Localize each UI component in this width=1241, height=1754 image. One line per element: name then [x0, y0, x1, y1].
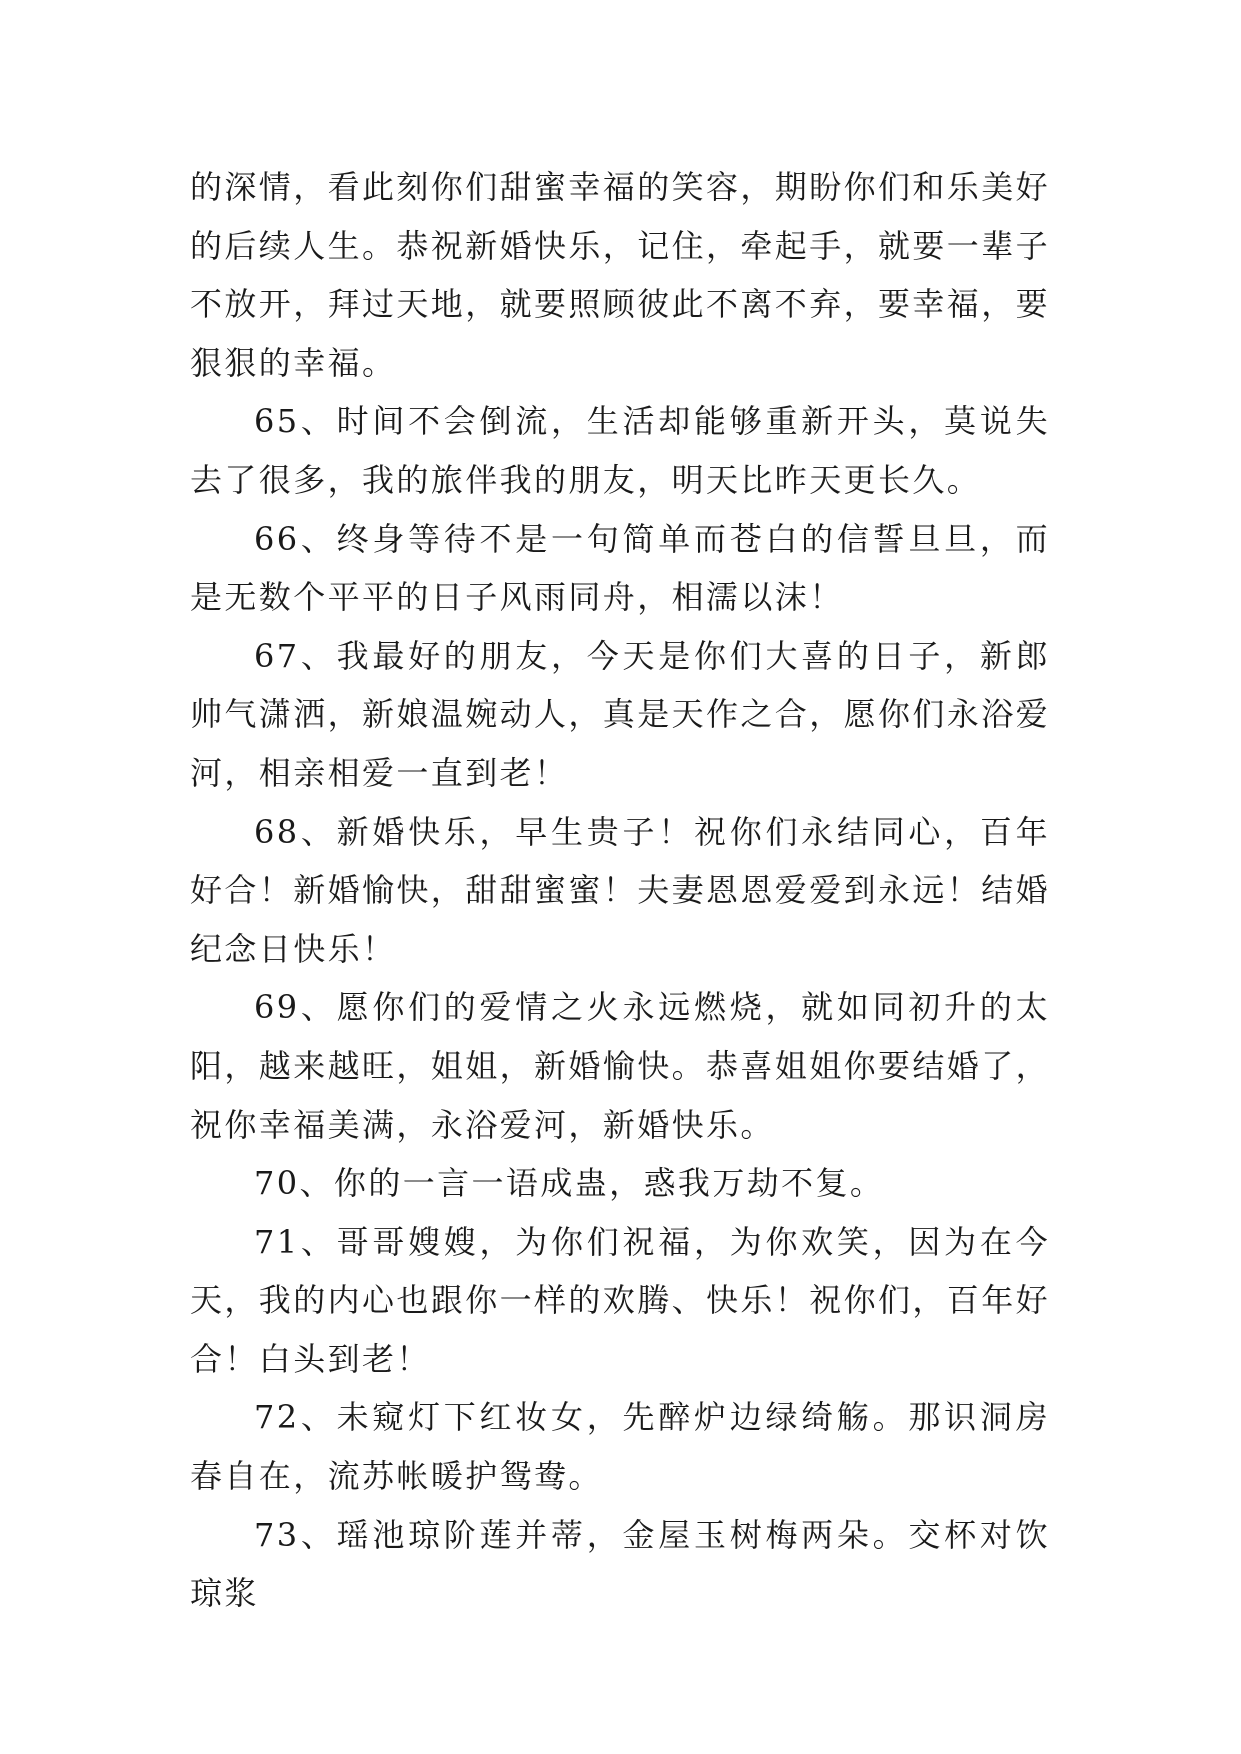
paragraph-69: 69、愿你们的爱情之火永远燃烧，就如同初升的太阳，越来越旺，姐姐，新婚愉快。恭喜姐姐你要结婚了，祝你幸福美满，永浴爱河，新婚快乐。 — [190, 988, 1051, 1144]
document-body — [190, 158, 1050, 1623]
paragraph-66: 66、终身等待不是一句简单而苍白的信誓旦旦，而是无数个平平的日子风雨同舟，相濡以沫！ — [190, 519, 1050, 617]
paragraph-65: 65、时间不会倒流，生活却能够重新开头，莫说失去了很多，我的旅伴我的朋友，明天比昨天更长久。 — [190, 402, 1050, 499]
paragraph-68: 68、新婚快乐，早生贵子！祝你们永结同心，百年好合！新婚愉快，甜甜蜜蜜！夫妻恩恩爱爱到永远！结婚纪念日快乐！ — [190, 812, 1051, 968]
paragraph-72: 72、未窥灯下红妆女，先醉炉边绿绮觞。那识洞房春自在，流苏帐暖护鸳鸯。 — [190, 1398, 1050, 1496]
paragraph-73: 73、瑶池琼阶莲并蒂，金屋玉树梅两朵。交杯对饮琼浆 — [190, 1515, 1050, 1613]
paragraph-71: 71、哥哥嫂嫂，为你们祝福，为你欢笑，因为在今天，我的内心也跟你一样的欢腾、快乐！祝你们，百年好合！白头到老！ — [190, 1222, 1051, 1378]
paragraph-67: 67、我最好的朋友，今天是你们大喜的日子，新郎帅气潇洒，新娘温婉动人，真是天作之合，愿你们永浴爱河，相亲相爱一直到老！ — [190, 636, 1051, 792]
paragraph-70: 70、你的一言一语成蛊，惑我万劫不复。 — [254, 1164, 885, 1203]
paragraph-continuation: 的深情，看此刻你们甜蜜幸福的笑容，期盼你们和乐美好的后续人生。恭祝新婚快乐，记住，牵起手，就要一辈子不放开，拜过天地，就要照顾彼此不离不弃，要幸福，要狠狠的幸福。 — [190, 168, 1051, 382]
